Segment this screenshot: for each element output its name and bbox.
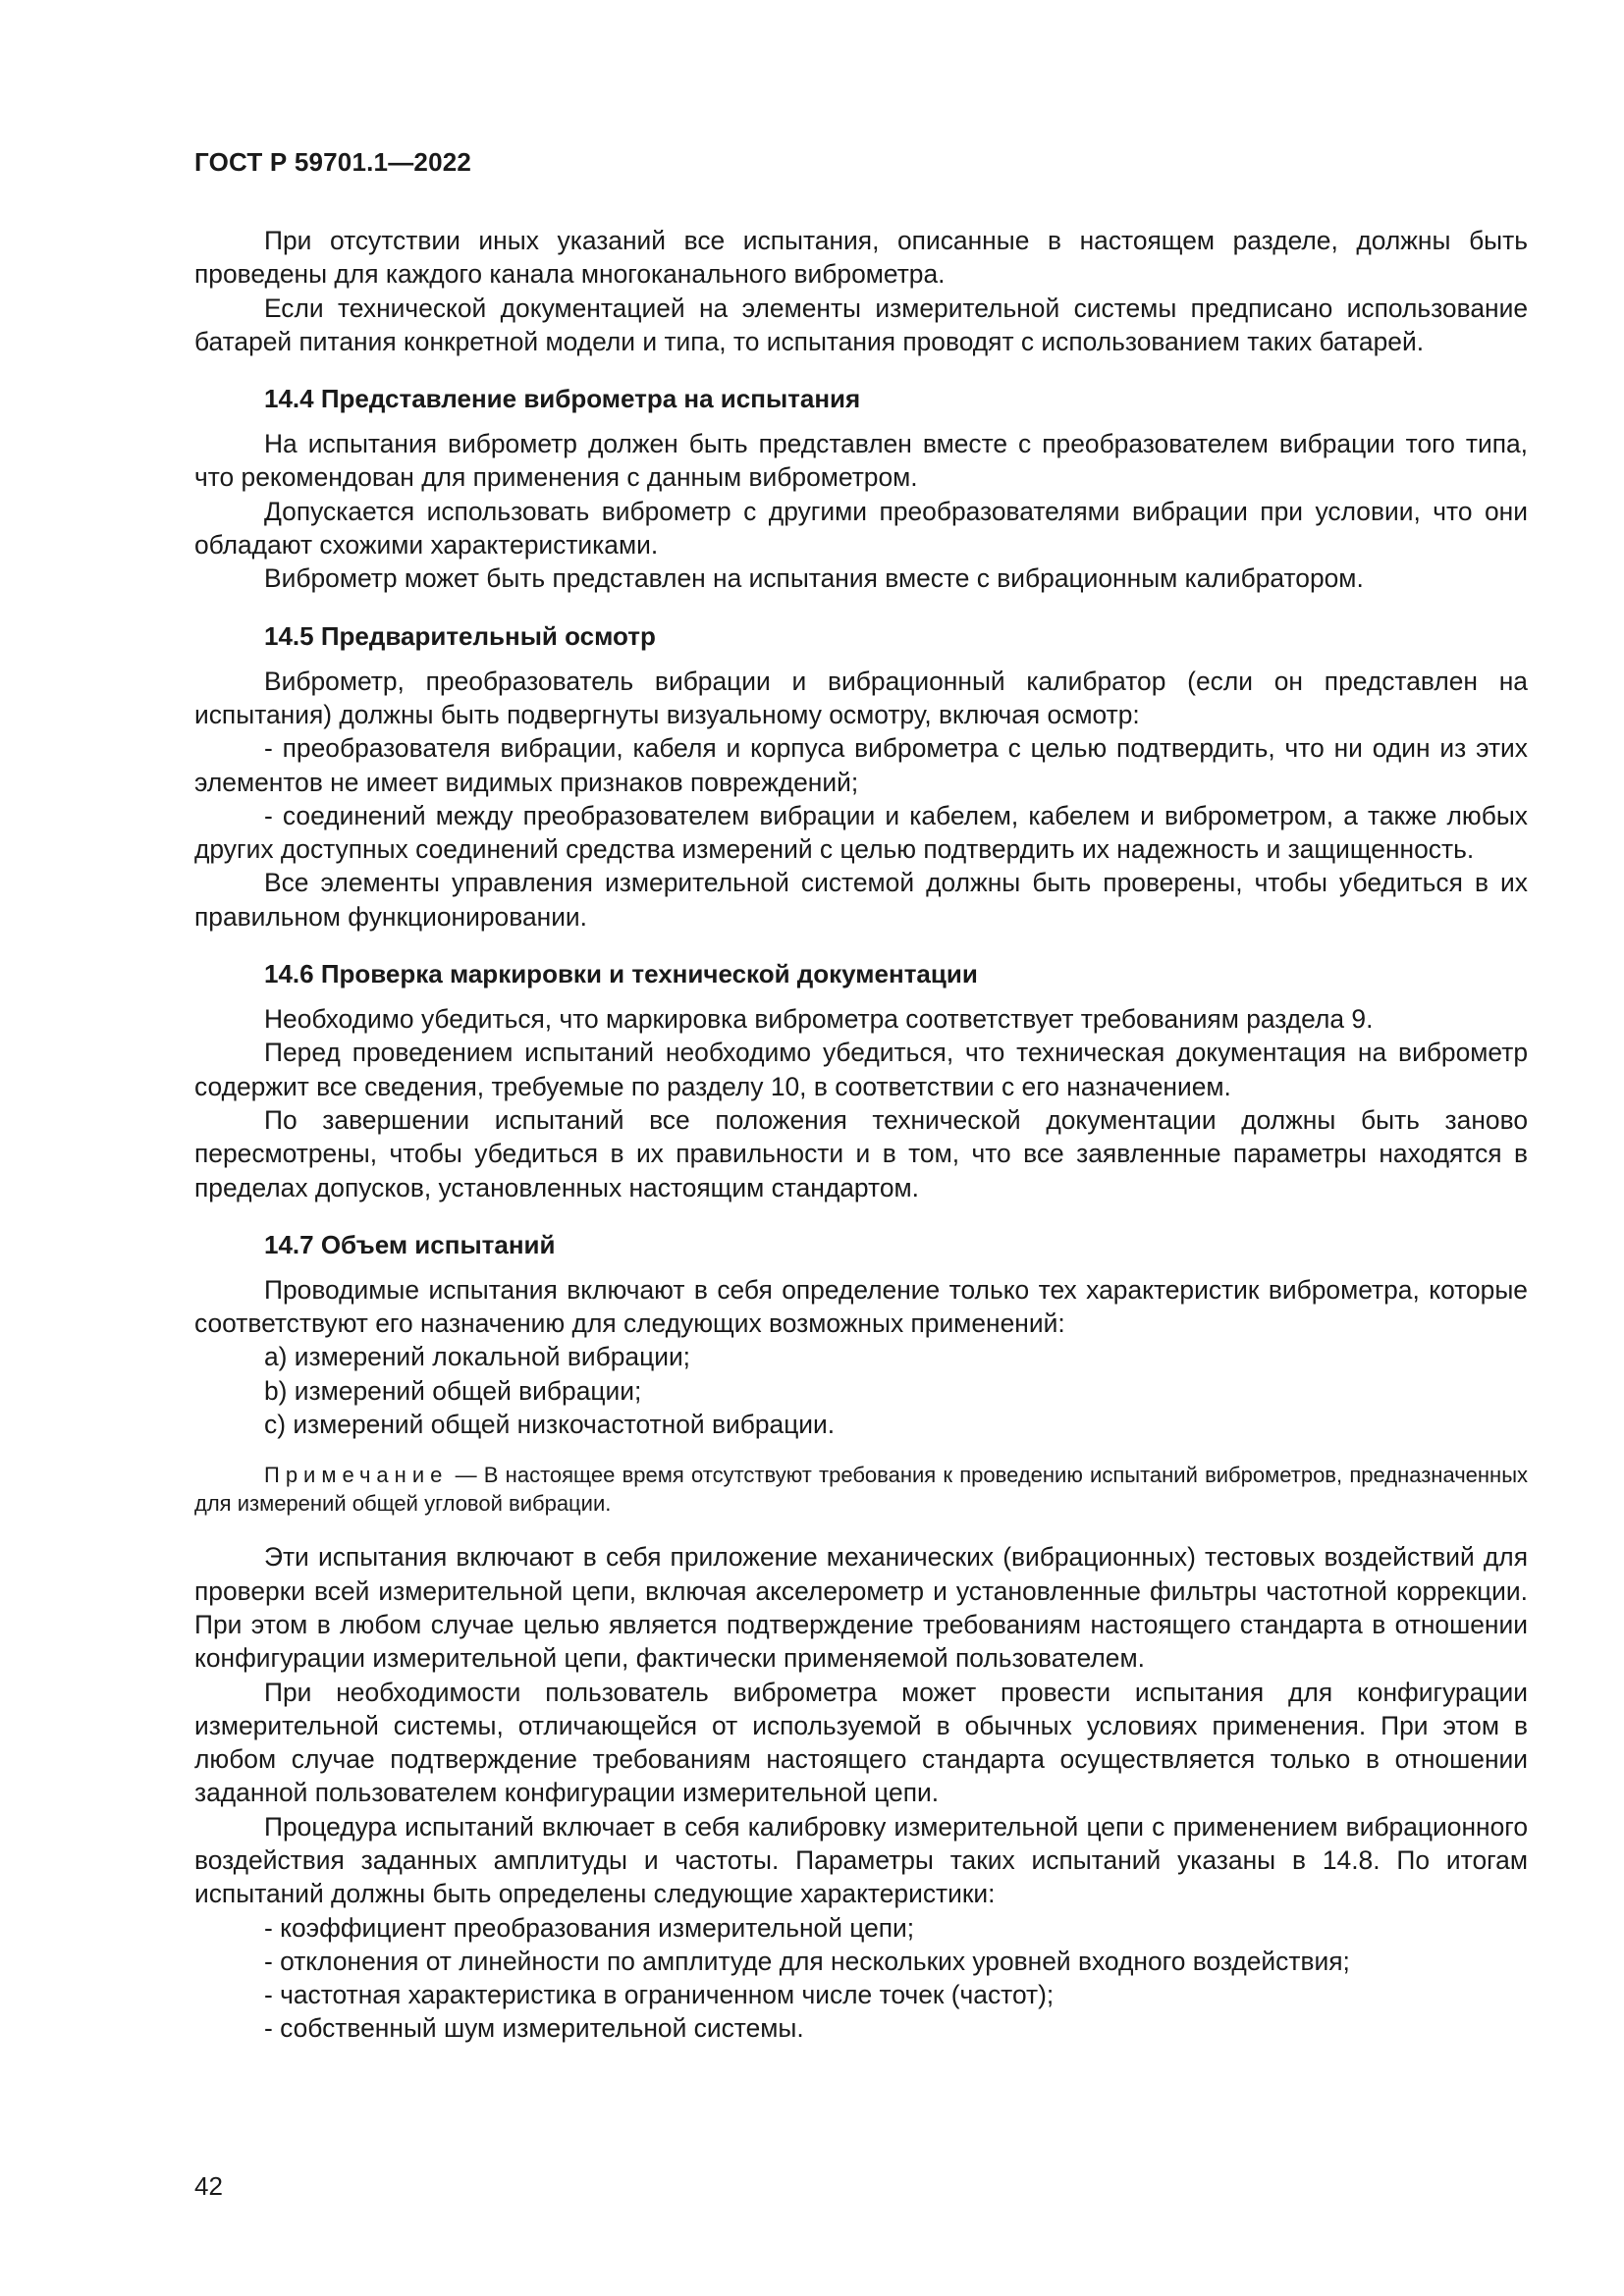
paragraph: Допускается использовать виброметр с другими преобразователями вибрации при условии, что они обладают схожими характеристиками. — [194, 496, 1528, 561]
list-item: b) измерений общей вибрации; — [264, 1375, 642, 1406]
paragraph: Проводимые испытания включают в себя определение только тех характеристик виброметра, которые соответствуют его назначению для следующих возможных применений: — [194, 1274, 1528, 1339]
section-heading-14-5: 14.5 Предварительный осмотр — [264, 620, 656, 651]
note — [194, 1461, 1528, 1518]
paragraph: Виброметр может быть представлен на испытания вместе с вибрационным калибратором. — [264, 563, 1364, 594]
paragraph: Перед проведением испытаний необходимо убедиться, что техническая документация на виброметр содержит все сведения, требуемые по разделу 10, в соответствии с его назначением. — [194, 1038, 1528, 1101]
section-heading-14-4: 14.4 Представление виброметра на испытания — [264, 384, 861, 414]
list-item: - преобразователя вибрации, кабеля и корпуса виброметра с целью подтвердить, что ни один из этих элементов не имеет видимых признаков повреждений; — [194, 733, 1528, 797]
list-item: - отклонения от линейности по амплитуде для нескольких уровней входного воздействия; — [264, 1946, 1350, 1976]
paragraph: При необходимости пользователь виброметра может провести испытания для конфигурации измерительной системы, отличающейся от используемой в обычных условиях применения. При этом в любом случае подтверждение требованиям настоящего стандарта осуществляется только в отношении заданной пользователем конфигурации измерительной цепи. — [194, 1677, 1528, 1808]
paragraph: Эти испытания включают в себя приложение механических (вибрационных) тестовых воздействий для проверки всей измерительной цепи, включая акселерометр и установленные фильтры частотной коррекции. При этом в любом случае целью является подтверждение требованиям настоящего стандарта в отношении конфигурации измерительной цепи, фактически применяемой пользователем. — [194, 1542, 1528, 1674]
paragraph: Необходимо убедиться, что маркировка виброметра соответствует требованиям раздела 9. — [264, 1004, 1374, 1035]
document-body — [194, 224, 1528, 2046]
page-number: 42 — [194, 2171, 223, 2201]
list-item: - частотная характеристика в ограниченном числе точек (частот); — [264, 1980, 1055, 2010]
section-heading-14-7: 14.7 Объем испытаний — [264, 1229, 556, 1259]
list-item: - собственный шум измерительной системы. — [264, 2013, 804, 2044]
paragraph: Процедура испытаний включает в себя калибровку измерительной цепи с применением вибрационного воздействия заданных амплитуды и частоты. Параметры таких испытаний указаны в 14.8. По итогам испытаний должны быть определены следующие характеристики: — [194, 1811, 1528, 1909]
list-item: - коэффициент преобразования измерительной цепи; — [264, 1912, 915, 1943]
paragraph: Виброметр, преобразователь вибрации и вибрационный калибратор (если он представлен на испытания) должны быть подвергнуты визуальному осмотру, включая осмотр: — [194, 666, 1528, 729]
paragraph: Если технической документацией на элементы измерительной системы предписано использование батарей питания конкретной модели и типа, то испытания проводят с использованием таких батарей. — [194, 293, 1528, 356]
list-item: c) измерений общей низкочастотной вибрации. — [264, 1410, 836, 1440]
section-heading-14-6: 14.6 Проверка маркировки и технической документации — [264, 959, 978, 989]
paragraph: При отсутствии иных указаний все испытания, описанные в настоящем разделе, должны быть проведены для каждого канала многоканального виброметра. — [194, 226, 1528, 290]
note-text: — В настоящее время отсутствуют требования к проведению испытаний виброметров, предназначенных для измерений общей угловой вибрации. — [194, 1463, 1528, 1517]
paragraph: По завершении испытаний все положения технической документации должны быть заново пересмотрены, чтобы убедиться в их правильности и в том, что все заявленные параметры находятся в пределах допусков, установленных настоящим стандартом. — [194, 1104, 1528, 1202]
list-item: a) измерений локальной вибрации; — [264, 1342, 691, 1372]
paragraph: На испытания виброметр должен быть представлен вместе с преобразователем вибрации того типа, что рекомендован для применения с данным виброметром. — [194, 429, 1528, 493]
paragraph: Все элементы управления измерительной системой должны быть проверены, чтобы убедиться в их правильном функционировании. — [194, 868, 1528, 932]
note-label: Примечание — [264, 1463, 449, 1488]
list-item: - соединений между преобразователем вибрации и кабелем, кабелем и виброметром, а также любых других доступных соединений средства измерений с целью подтвердить их надежность и защищенность. — [194, 800, 1528, 865]
document-code: ГОСТ Р 59701.1—2022 — [194, 147, 472, 177]
